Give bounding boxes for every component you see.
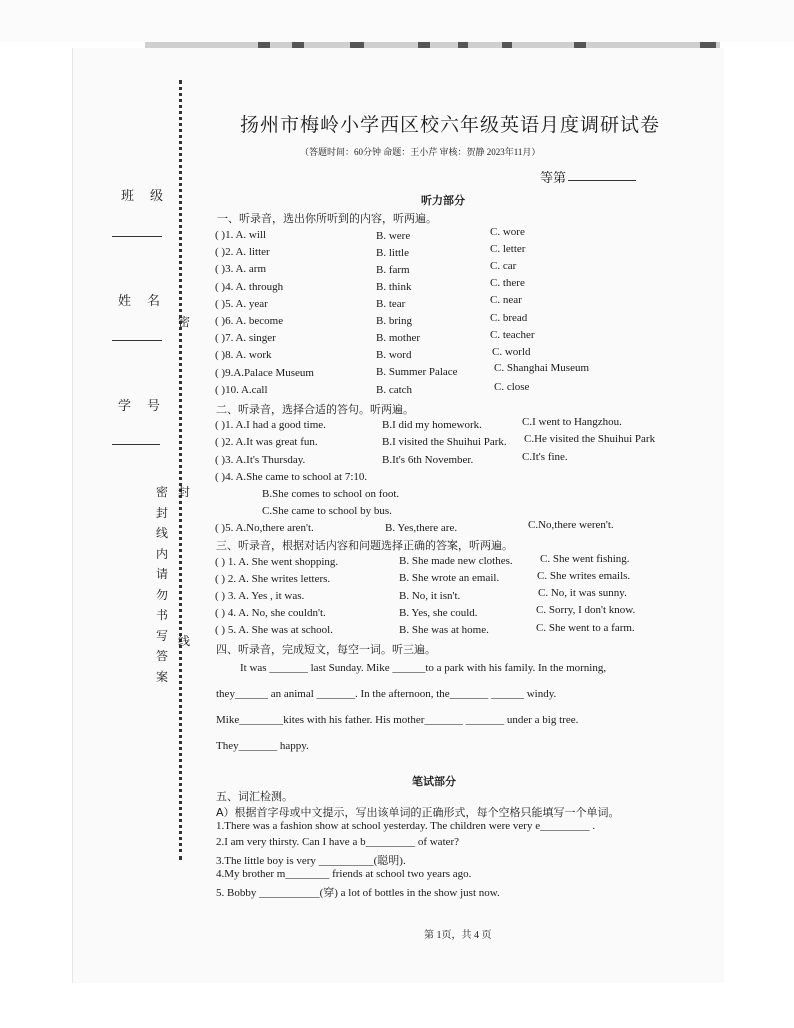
- part2-q4-b: B.She comes to school on foot.: [262, 488, 400, 500]
- part4-line-2[interactable]: they______ an animal _______. In the afternoon, the_______ ______ windy.: [216, 688, 557, 700]
- part2-q1-b: B.I did my homework.: [382, 419, 482, 431]
- part2-q1-a[interactable]: ( )1. A.I had a good time.: [215, 419, 326, 431]
- vocab-item-3[interactable]: 3.The little boy is very __________(聪明).: [216, 855, 406, 867]
- part1-q1-b: B. were: [376, 230, 411, 242]
- part1-q2-c: C. letter: [490, 243, 526, 255]
- grade-field[interactable]: [568, 180, 636, 181]
- part1-q8-a[interactable]: ( )8. A. work: [215, 349, 272, 361]
- part1-q4-a[interactable]: ( )4. A. through: [215, 281, 284, 293]
- part1-q10-c: C. close: [494, 381, 530, 393]
- exam-meta: （答题时间：60分钟 命题：王小芹 审核：贺静 2023年11月）: [300, 147, 541, 157]
- seal-char-feng: 封: [178, 485, 191, 499]
- part1-q8-c: C. world: [492, 346, 531, 358]
- vocab-item-4[interactable]: 4.My brother m________ friends at school two years ago.: [216, 868, 472, 880]
- part2-heading: 二、听录音，选择合适的答句。听两遍。: [216, 403, 414, 416]
- name-field[interactable]: [112, 340, 162, 341]
- listening-section-title: 听力部分: [421, 194, 465, 207]
- part1-heading: 一、听录音，选出你所听到的内容，听两遍。: [217, 212, 437, 225]
- written-section-title: 笔试部分: [412, 775, 456, 788]
- part1-q10-a[interactable]: ( )10. A.call: [215, 384, 268, 396]
- class-label: 班级: [121, 188, 180, 203]
- part2-q2-c: C.He visited the Shuihui Park: [524, 433, 656, 445]
- part3-q5-b: B. She was at home.: [399, 624, 489, 636]
- part4-heading: 四、听录音，完成短文，每空一词。听三遍。: [216, 643, 436, 656]
- part1-q7-c: C. teacher: [490, 329, 535, 341]
- part1-q10-b: B. catch: [376, 384, 413, 396]
- name-label: 姓名: [118, 293, 177, 308]
- part2-q2-b: B.I visited the Shuihui Park.: [382, 436, 507, 448]
- part1-q9-c: C. Shanghai Museum: [494, 362, 590, 374]
- part3-q2-a[interactable]: ( ) 2. A. She writes letters.: [215, 573, 331, 585]
- part3-q5-a[interactable]: ( ) 5. A. She was at school.: [215, 624, 333, 636]
- part1-q4-c: C. there: [490, 277, 525, 289]
- part3-heading: 三、听录音，根据对话内容和问题选择正确的答案，听两遍。: [216, 539, 513, 552]
- part1-q3-b: B. farm: [376, 264, 410, 276]
- part1-q6-a[interactable]: ( )6. A. become: [215, 315, 284, 327]
- part1-q6-c: C. bread: [490, 312, 528, 324]
- part1-q1-c: C. wore: [490, 226, 525, 238]
- part2-q4-c: C.She came to school by bus.: [262, 505, 392, 517]
- part4-line-1[interactable]: It was _______ last Sunday. Mike ______to a park with his family. In the morning,: [240, 662, 607, 674]
- part2-q5-b: B. Yes,there are.: [385, 522, 458, 534]
- part3-q2-c: C. She writes emails.: [537, 570, 631, 582]
- vocab-item-1[interactable]: 1.There was a fashion show at school yesterday. The children were very e_________ .: [216, 820, 596, 832]
- part3-q1-c: C. She went fishing.: [540, 553, 630, 565]
- part1-q2-a[interactable]: ( )2. A. litter: [215, 246, 270, 258]
- part1-q4-b: B. think: [376, 281, 412, 293]
- part1-q3-c: C. car: [490, 260, 517, 272]
- part1-q5-a[interactable]: ( )5. A. year: [215, 298, 268, 310]
- part1-q3-a[interactable]: ( )3. A. arm: [215, 263, 267, 275]
- part2-q3-c: C.It's fine.: [522, 451, 568, 463]
- part1-q6-b: B. bring: [376, 315, 413, 327]
- partA-heading: A）根据首字母或中文提示，写出该单词的正确形式，每个空格只能填写一个单词。: [216, 806, 620, 819]
- part5-heading: 五、词汇检测。: [216, 790, 293, 803]
- part1-q8-b: B. word: [376, 349, 412, 361]
- part3-q1-a[interactable]: ( ) 1. A. She went shopping.: [215, 556, 339, 568]
- part3-q4-c: C. Sorry, I don't know.: [536, 604, 636, 616]
- part1-q5-b: B. tear: [376, 298, 406, 310]
- part3-q5-c: C. She went to a farm.: [536, 622, 635, 634]
- part1-q9-b: B. Summer Palace: [376, 366, 458, 378]
- page-number: 第 1页，共 4 页: [424, 930, 492, 941]
- part1-q9-a[interactable]: ( )9.A.Palace Museum: [215, 367, 314, 379]
- grade-label: 等第: [540, 170, 567, 185]
- vocab-item-2[interactable]: 2.I am very thirsty. Can I have a b_________ of water?: [216, 836, 460, 848]
- scan-bottom-band: [0, 983, 794, 1028]
- seal-char-mi: 密: [178, 315, 191, 329]
- part1-q7-a[interactable]: ( )7. A. singer: [215, 332, 276, 344]
- part3-q3-a[interactable]: ( ) 3. A. Yes , it was.: [215, 590, 305, 602]
- part3-q2-b: B. She wrote an email.: [399, 572, 500, 584]
- part3-q3-b: B. No, it isn't.: [399, 590, 461, 602]
- part3-q4-a[interactable]: ( ) 4. A. No, she couldn't.: [215, 607, 326, 619]
- exam-title: 扬州市梅岭小学西区校六年级英语月度调研试卷: [240, 114, 661, 136]
- seal-dotted-line: [179, 80, 182, 860]
- part3-q1-b: B. She made new clothes.: [399, 555, 513, 567]
- part2-q1-c: C.I went to Hangzhou.: [522, 416, 622, 428]
- part3-q3-c: C. No, it was sunny.: [538, 587, 627, 599]
- vocab-item-5[interactable]: 5. Bobby ___________(穿) a lot of bottles in the show just now.: [216, 887, 500, 899]
- part3-q4-b: B. Yes, she could.: [399, 607, 478, 619]
- part2-q2-a[interactable]: ( )2. A.It was great fun.: [215, 436, 318, 448]
- part2-q4-a[interactable]: ( )4. A.She came to school at 7:10.: [215, 471, 368, 483]
- part2-q3-a[interactable]: ( )3. A.It's Thursday.: [215, 454, 306, 466]
- part2-q3-b: B.It's 6th November.: [382, 454, 474, 466]
- part2-q5-a[interactable]: ( )5. A.No,there aren't.: [215, 522, 314, 534]
- seal-char-xian: 线: [178, 634, 191, 648]
- part1-q7-b: B. mother: [376, 332, 420, 344]
- part2-q5-c: C.No,there weren't.: [528, 519, 614, 531]
- part1-q1-a[interactable]: ( )1. A. will: [215, 229, 267, 241]
- seal-instruction-vertical: 密封线内请勿书写答案: [155, 485, 168, 684]
- part1-q2-b: B. little: [376, 247, 409, 259]
- part4-line-4[interactable]: They_______ happy.: [216, 740, 309, 752]
- class-field[interactable]: [112, 236, 162, 237]
- student-number-field[interactable]: [112, 444, 160, 445]
- part1-q5-c: C. near: [490, 294, 522, 306]
- part4-line-3[interactable]: Mike________kites with his father. His mother_______ _______ under a big tree.: [216, 714, 579, 726]
- student-number-label: 学号: [118, 398, 177, 413]
- scan-top-band: [0, 0, 794, 42]
